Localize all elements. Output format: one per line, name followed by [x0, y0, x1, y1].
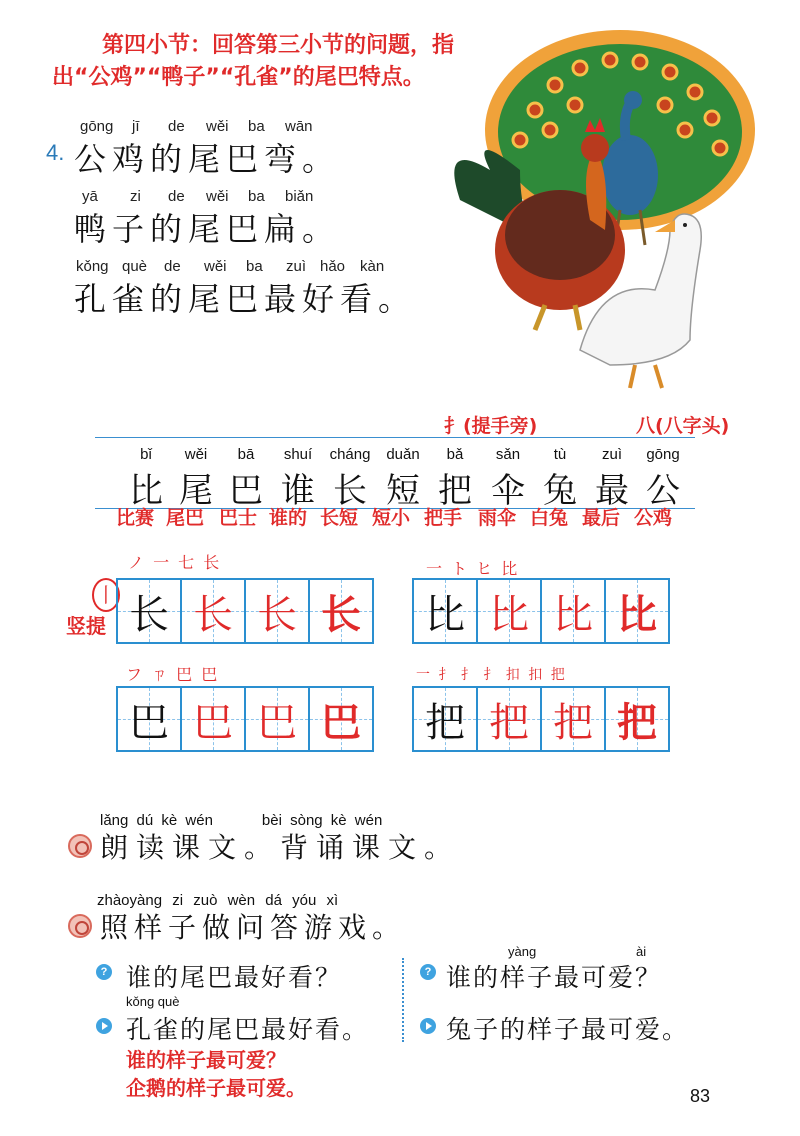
vocab-word: 最后: [582, 507, 621, 529]
grid-char: 把: [617, 698, 657, 746]
handwritten-answer: 企鹅的样子最可爱。: [126, 1076, 306, 1100]
grid-char: 把: [489, 699, 529, 746]
activity2-text: 照样子做问答游戏。: [100, 911, 407, 944]
dialogue-right-question-pinyin-ai: ài: [636, 944, 647, 959]
vocab-char: 巴: [229, 471, 263, 511]
vocab-word: 短小: [372, 507, 411, 529]
vocab-char: 公: [646, 471, 680, 511]
vocab-word: 比赛: [116, 507, 155, 529]
grid-cell: [606, 688, 668, 750]
animals-illustration: [430, 20, 760, 400]
grid-char: 比: [553, 591, 593, 638]
vocab-pinyin: duǎn: [386, 446, 420, 463]
seal-icon: [68, 834, 92, 858]
poem-line2: 鸭子的尾巴扁。: [74, 210, 341, 248]
dialogue-divider: [402, 958, 404, 1042]
vocab-word: 把手: [424, 507, 463, 529]
vocab-char: 比: [129, 471, 163, 511]
grid-char: 巴: [129, 699, 169, 746]
vocab-word: 公鸡: [634, 507, 673, 529]
grid-cell: [310, 688, 372, 750]
grid-cell: [478, 688, 542, 750]
poem-number: 4.: [46, 140, 65, 165]
activity2-pinyin: zhàoyàng zi zuò wèn dá yóu xì: [97, 892, 339, 909]
grid-cell: [606, 580, 668, 642]
dialogue-left-answer: 孔雀的尾巴最好看。: [126, 1015, 370, 1044]
vocab-pinyin: sǎn: [495, 446, 521, 463]
vocab-char: 最: [595, 471, 629, 511]
grid-cell: [118, 580, 182, 642]
pinyin: ba: [248, 188, 265, 205]
header-note-line1: 第四小节：回答第三小节的问题，指: [102, 33, 455, 58]
handwritten-question: 谁的样子最可爱？: [126, 1048, 286, 1072]
pinyin: ba: [246, 258, 263, 275]
activity1-pinyin: lǎng dú kè wén bèi sòng kè wén: [100, 812, 383, 829]
pinyin: biǎn: [285, 188, 314, 205]
vocab-word: 巴士: [219, 507, 258, 529]
pinyin: ba: [248, 118, 265, 135]
grid-char: 比: [617, 590, 657, 638]
pinyin: què: [122, 258, 148, 275]
grid-char: 巴: [321, 698, 361, 746]
grid-cell: [310, 580, 372, 642]
vocab-pinyin: wěi: [184, 446, 208, 463]
grid-char: 比: [425, 591, 465, 638]
vocab-pinyin: shuí: [283, 446, 313, 463]
pinyin: de: [168, 118, 185, 135]
pinyin: zuì: [286, 258, 307, 275]
pinyin: wěi: [206, 188, 229, 205]
pinyin: kǒng: [76, 258, 109, 275]
pinyin: de: [164, 258, 181, 275]
stroke-annotation-label: 竖提: [66, 614, 106, 638]
pinyin: zi: [130, 188, 141, 205]
activity1-text: 朗读课文。背诵课文。: [100, 831, 461, 864]
grid-cell: [118, 688, 182, 750]
vocab-word: 谁的: [269, 507, 308, 529]
writing-grid-baw: [412, 686, 670, 752]
dialogue-right-question-pinyin-yang: yàng: [508, 944, 537, 959]
dialogue-left-answer-pinyin: kǒng què: [126, 994, 180, 1009]
pinyin: wěi: [206, 118, 229, 135]
stroke-order-bi: 一 ト ヒ 比: [426, 559, 520, 578]
grid-char: 长: [129, 591, 169, 638]
pinyin: gōng: [80, 118, 114, 135]
radical-note-left: 扌(提手旁): [444, 415, 538, 437]
header-note: [52, 30, 454, 94]
grid-cell: [478, 580, 542, 642]
vocab-char: 短: [386, 471, 420, 511]
grid-char: 长: [193, 591, 233, 638]
grid-cell: [542, 688, 606, 750]
poem-line1: 公鸡的尾巴弯。: [74, 140, 341, 178]
grid-cell: [246, 688, 310, 750]
vocab-word: 白兔: [530, 507, 569, 529]
vocab-word: 长短: [320, 507, 359, 529]
grid-char: 比: [489, 591, 529, 638]
writing-grid-ba: [116, 686, 374, 752]
dialogue-right-answer: 兔子的样子最可爱。: [446, 1015, 690, 1044]
grid-cell: [182, 688, 246, 750]
grid-char: 巴: [193, 699, 233, 746]
poem-line3: 孔雀的尾巴最好看。: [74, 280, 417, 318]
vocab-pinyin: bā: [237, 446, 255, 463]
pinyin: hǎo: [320, 258, 346, 275]
seal-icon: [68, 914, 92, 938]
grid-char: 长: [257, 591, 297, 638]
question-icon: ?: [420, 964, 436, 980]
vocab-pinyin: bǎ: [446, 446, 464, 463]
vocab-pinyin: bǐ: [140, 446, 152, 463]
vocab-char: 伞: [491, 471, 525, 511]
grid-cell: [414, 580, 478, 642]
vocab-pinyin: gōng: [646, 446, 680, 463]
radical-note-right: 八(八字头): [636, 415, 730, 437]
header-note-line2: 出“公鸡”“鸭子”“孔雀”的尾巴特点。: [52, 65, 425, 90]
stroke-order-ba: フ ㄗ 巴 巴: [126, 665, 220, 684]
vocab-pinyin: tù: [553, 446, 567, 463]
grid-char: 巴: [257, 699, 297, 746]
writing-grid-bi: [412, 578, 670, 644]
stroke-order-baw: 一 扌 扌 扌 扣 扣 把: [416, 667, 567, 683]
grid-cell: [542, 580, 606, 642]
answer-icon: [96, 1018, 112, 1034]
pinyin: kàn: [360, 258, 385, 275]
vocab-char: 谁: [281, 471, 315, 511]
question-icon: ?: [96, 964, 112, 980]
grid-char: 把: [553, 699, 593, 746]
pinyin: jī: [132, 118, 140, 135]
stroke-order-chang: ノ 一 七 长: [128, 553, 222, 572]
grid-char: 把: [425, 699, 465, 746]
writing-grid-chang: [116, 578, 374, 644]
vocab-char: 兔: [543, 471, 577, 511]
pinyin: de: [168, 188, 185, 205]
pinyin: wān: [285, 118, 313, 135]
grid-cell: [246, 580, 310, 642]
grid-char: 长: [321, 590, 361, 638]
stroke-annotation-mark: 丨: [92, 578, 120, 612]
vocab-char: 长: [333, 471, 367, 511]
dialogue-left-question: 谁的尾巴最好看？: [126, 963, 343, 992]
dialogue-right-question: 谁的样子最可爱？: [446, 963, 663, 992]
grid-cell: [182, 580, 246, 642]
pinyin: wěi: [204, 258, 227, 275]
pinyin: yā: [82, 188, 98, 205]
vocab-char: 把: [438, 471, 472, 511]
vocab-word: 尾巴: [166, 507, 205, 529]
vocab-word: 雨伞: [478, 507, 517, 529]
vocab-pinyin: zuì: [601, 446, 622, 463]
vocab-pinyin: cháng: [329, 446, 371, 463]
vocab-char: 尾: [179, 471, 213, 511]
vocab-top-rule: [95, 437, 695, 438]
page-number: 83: [690, 1086, 711, 1106]
grid-cell: [414, 688, 478, 750]
answer-icon: [420, 1018, 436, 1034]
